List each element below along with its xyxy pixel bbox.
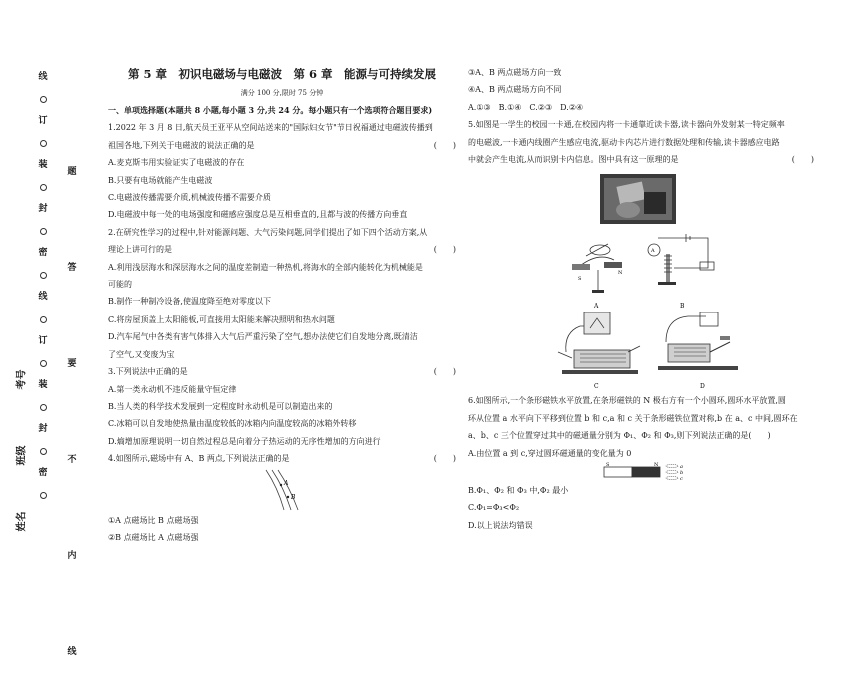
q2-stem-line2 (108, 241, 456, 258)
magnetic-field-lines-diagram (108, 468, 456, 512)
seal-circle-icon (36, 396, 50, 418)
experiment-diagrams-a-b (468, 226, 814, 312)
exam-no-label: 考号 (16, 369, 28, 390)
circle-icon (40, 228, 47, 235)
seal-char (36, 374, 50, 396)
seal-char (36, 418, 50, 440)
answer-warning (66, 122, 78, 698)
seal-circle-icon (36, 220, 50, 242)
question-4 (108, 450, 456, 546)
q1-stem-text: 祖国各地,下列关于电磁波的说法正确的是 (108, 140, 255, 150)
q6-option-b: B.Φ₁、Φ₂ 和 Φ₃ 中,Φ₂ 最小 (468, 486, 569, 496)
magnet-n-pole: N (654, 462, 659, 469)
diagram-d-label: D (700, 383, 705, 391)
diagram-b-label: B (680, 303, 685, 311)
seal-char-text: 封 (38, 423, 48, 434)
ring-position-b: b (680, 470, 684, 477)
q5-stem-line1: 5.如图是一学生的校园一卡通,在校园内将一卡通靠近读卡器,读卡器向外发射某一特定频率 (468, 120, 785, 130)
seal-char-text: 装 (38, 379, 48, 390)
circle-icon (40, 272, 47, 279)
seal-char-text: 线 (38, 291, 48, 302)
q2-stem-line1: 2.在研究性学习的过程中,针对能源问题、大气污染问题,同学们提出了如下四个活动方案,从 (108, 227, 428, 237)
q6-figure (468, 462, 814, 482)
seal-char (36, 462, 50, 484)
q2-option-a-line1: A.利用浅层海水和深层海水之间的温度差制造一种热机,将海水的全部内能转化为机械能是 (108, 262, 423, 272)
magnet-s-pole: S (606, 462, 610, 469)
diagram-a-label: A (594, 303, 599, 311)
q6-option-c: C.Φ₁=Φ₃<Φ₂ (468, 503, 520, 513)
q1-answer-paren: ( ) (433, 140, 456, 150)
seal-circle-icon (36, 88, 50, 110)
q2-stem-text: 理论上讲可行的是 (108, 245, 172, 255)
warning-char: 要 (67, 358, 77, 369)
q4-stem-text: 4.如图所示,磁场中有 A、B 两点,下列说法正确的是 (108, 454, 290, 464)
q4-point-a-label: A (284, 479, 289, 487)
name-label: 姓名 (16, 511, 28, 532)
class-label: 班级 (16, 445, 28, 466)
seal-char-text: 线 (38, 71, 48, 82)
q4-statement-1: ①A 点磁场比 B 点磁场强 (108, 515, 199, 525)
seal-circle-icon (36, 176, 50, 198)
seal-circle-icon (36, 264, 50, 286)
q2-option-b: B.制作一种制冷设备,使温度降至绝对零度以下 (108, 297, 271, 307)
seal-char (36, 198, 50, 220)
q5-stem-text: 中就会产生电流,从而识别卡内信息。图中具有这一原理的是 (468, 155, 679, 165)
q3-stem-text: 3.下列说法中正确的是 (108, 367, 188, 377)
seal-line (36, 66, 50, 506)
seal-char-text: 订 (38, 115, 48, 126)
q3-answer-paren: ( ) (433, 367, 456, 377)
q6-option-d: D.以上说法均错误 (468, 520, 533, 530)
circle-icon (40, 492, 47, 499)
warning-char: 内 (67, 550, 77, 561)
q4-statement-3: ③A、B 两点磁场方向一致 (468, 68, 562, 77)
seal-char (36, 66, 50, 88)
seal-char-text: 密 (38, 247, 48, 258)
page-subtitle: 满分 100 分,限时 75 分钟 (240, 89, 324, 97)
right-column (468, 64, 814, 534)
q6-stem-line1: 6.如图所示,一个条形磁铁水平放置,在条形磁铁的 N 极右方有一个小圆环,圆环水平放置,圆 (468, 396, 786, 406)
diagram-c-label: C (594, 383, 599, 391)
ring-position-c: c (680, 476, 683, 483)
left-column (108, 64, 456, 546)
circle-icon (40, 448, 47, 455)
q6-stem-line3: a、b、c 三个位置穿过其中的磁通量分别为 Φ₁、Φ₂ 和 Φ₃,则下列说法正确的是( ) (468, 431, 771, 441)
diagram-a (572, 244, 623, 310)
section-heading: 一、单项选择题(本题共 8 小题,每小题 3 分,共 24 分。每小题只有一个选项符合题目要求) (108, 105, 433, 115)
warning-char: 线 (67, 646, 77, 657)
q3-option-d: D.熵增加原理说明一切自然过程总是向着分子热运动的无序性增加的方向进行 (108, 436, 381, 446)
q4-stem (108, 450, 456, 467)
q2-answer-paren: ( ) (433, 245, 456, 255)
diagram-a-n-pole: N (618, 270, 623, 277)
q5-answer-paren: ( ) (791, 155, 814, 165)
question-5 (468, 116, 814, 392)
q1-option-d: D.电磁波中每一处的电场强度和磁感应强度总是互相垂直的,且都与波的传播方向垂直 (108, 210, 408, 220)
q1-option-c: C.电磁波传播需要介质,机械波传播不需要介质 (108, 193, 271, 203)
q4-answer-paren: ( ) (433, 454, 456, 464)
question-6 (468, 392, 814, 534)
diagram-d (658, 312, 738, 390)
seal-char-text: 订 (38, 335, 48, 346)
q2-option-a-line2: 可能的 (108, 280, 132, 290)
q4-point-b-label: B (291, 493, 296, 501)
q2-option-d-line1: D.汽车尾气中各类有害气体排入大气后严重污染了空气,想办法使它们自发地分离,既清洁 (108, 332, 418, 342)
q1-option-a: A.麦克斯韦用实验证实了电磁波的存在 (108, 158, 245, 168)
q1-stem-line1: 1.2022 年 3 月 8 日,航天员王亚平从空间站送来的"国际妇女节"节日祝福通过电磁波传播到 (108, 123, 433, 133)
q2-option-c: C.将房屋顶盖上太阳能板,可直接用太阳能来解决照明和热水问题 (108, 314, 335, 324)
card-reader-photo (468, 174, 814, 226)
q5-options-c-d-figure (468, 312, 814, 392)
q3-option-c: C.冰箱可以自发地使热量由温度较低的冰箱内向温度较高的冰箱外转移 (108, 419, 357, 429)
seal-char-text: 封 (38, 203, 48, 214)
q4-statement-2: ②B 点磁场比 A 点磁场强 (108, 532, 199, 542)
seal-circle-icon (36, 308, 50, 330)
diagram-c (558, 312, 640, 390)
q6-stem-line2: 环从位置 a 水平向下平移到位置 b 和 c,a 和 c 关于条形磁铁位置对称,b 在 a、c 中间,圆环在 (468, 413, 798, 423)
q5-stem-line3 (468, 151, 814, 168)
seal-circle-icon (36, 352, 50, 374)
diagram-a-s-pole: S (578, 276, 582, 283)
q4-choices: A.①③ B.①④ C.②③ D.②④ (468, 102, 584, 112)
seal-char (36, 330, 50, 352)
seal-char (36, 242, 50, 264)
warning-char: 题 (67, 166, 77, 177)
warning-char: 答 (67, 262, 77, 273)
experiment-diagrams-c-d (468, 312, 814, 392)
q1-stem-line2 (108, 137, 456, 154)
ring-position-a: a (680, 464, 683, 471)
circle-icon (40, 96, 47, 103)
q4-figure (108, 468, 456, 512)
circle-icon (40, 140, 47, 147)
circle-icon (40, 360, 47, 367)
q5-options-a-b-figure (468, 226, 814, 312)
q5-stem-line2: 的电磁波,一卡通内线圈产生感应电流,驱动卡内芯片进行数据处理和传输,读卡器感应电路 (468, 137, 780, 147)
bar-magnet-ring-diagram (468, 462, 814, 482)
seal-char (36, 110, 50, 132)
warning-char: 不 (67, 454, 77, 465)
question-3 (108, 363, 456, 450)
q2-option-d-line2: 了空气,又变废为宝 (108, 349, 175, 359)
q3-option-a: A.第一类永动机不违反能量守恒定律 (108, 384, 237, 394)
q4-statement-4: ④A、B 两点磁场方向不同 (468, 85, 562, 95)
seal-char-text: 装 (38, 159, 48, 170)
question-2 (108, 224, 456, 363)
seal-circle-icon (36, 484, 50, 506)
seal-circle-icon (36, 440, 50, 462)
q1-option-b: B.只要有电场就能产生电磁波 (108, 175, 213, 185)
q3-stem (108, 363, 456, 380)
circle-icon (40, 316, 47, 323)
page-title: 第 5 章 初识电磁场与电磁波 第 6 章 能源与可持续发展 (127, 67, 436, 81)
diagram-b-ammeter: A (651, 248, 655, 255)
seal-char-text: 密 (38, 467, 48, 478)
seal-circle-icon (36, 132, 50, 154)
seal-char (36, 154, 50, 176)
q5-campus-card-photo (468, 174, 814, 226)
circle-icon (40, 404, 47, 411)
seal-char (36, 286, 50, 308)
q6-option-a: A.由位置 a 到 c,穿过圆环磁通量的变化量为 0 (468, 448, 632, 458)
circle-icon (40, 184, 47, 191)
diagram-b (648, 234, 714, 310)
q3-option-b: B.当人类的科学技术发展到一定程度时永动机是可以制造出来的 (108, 401, 333, 411)
question-1 (108, 119, 456, 223)
binding-margin (0, 0, 80, 657)
